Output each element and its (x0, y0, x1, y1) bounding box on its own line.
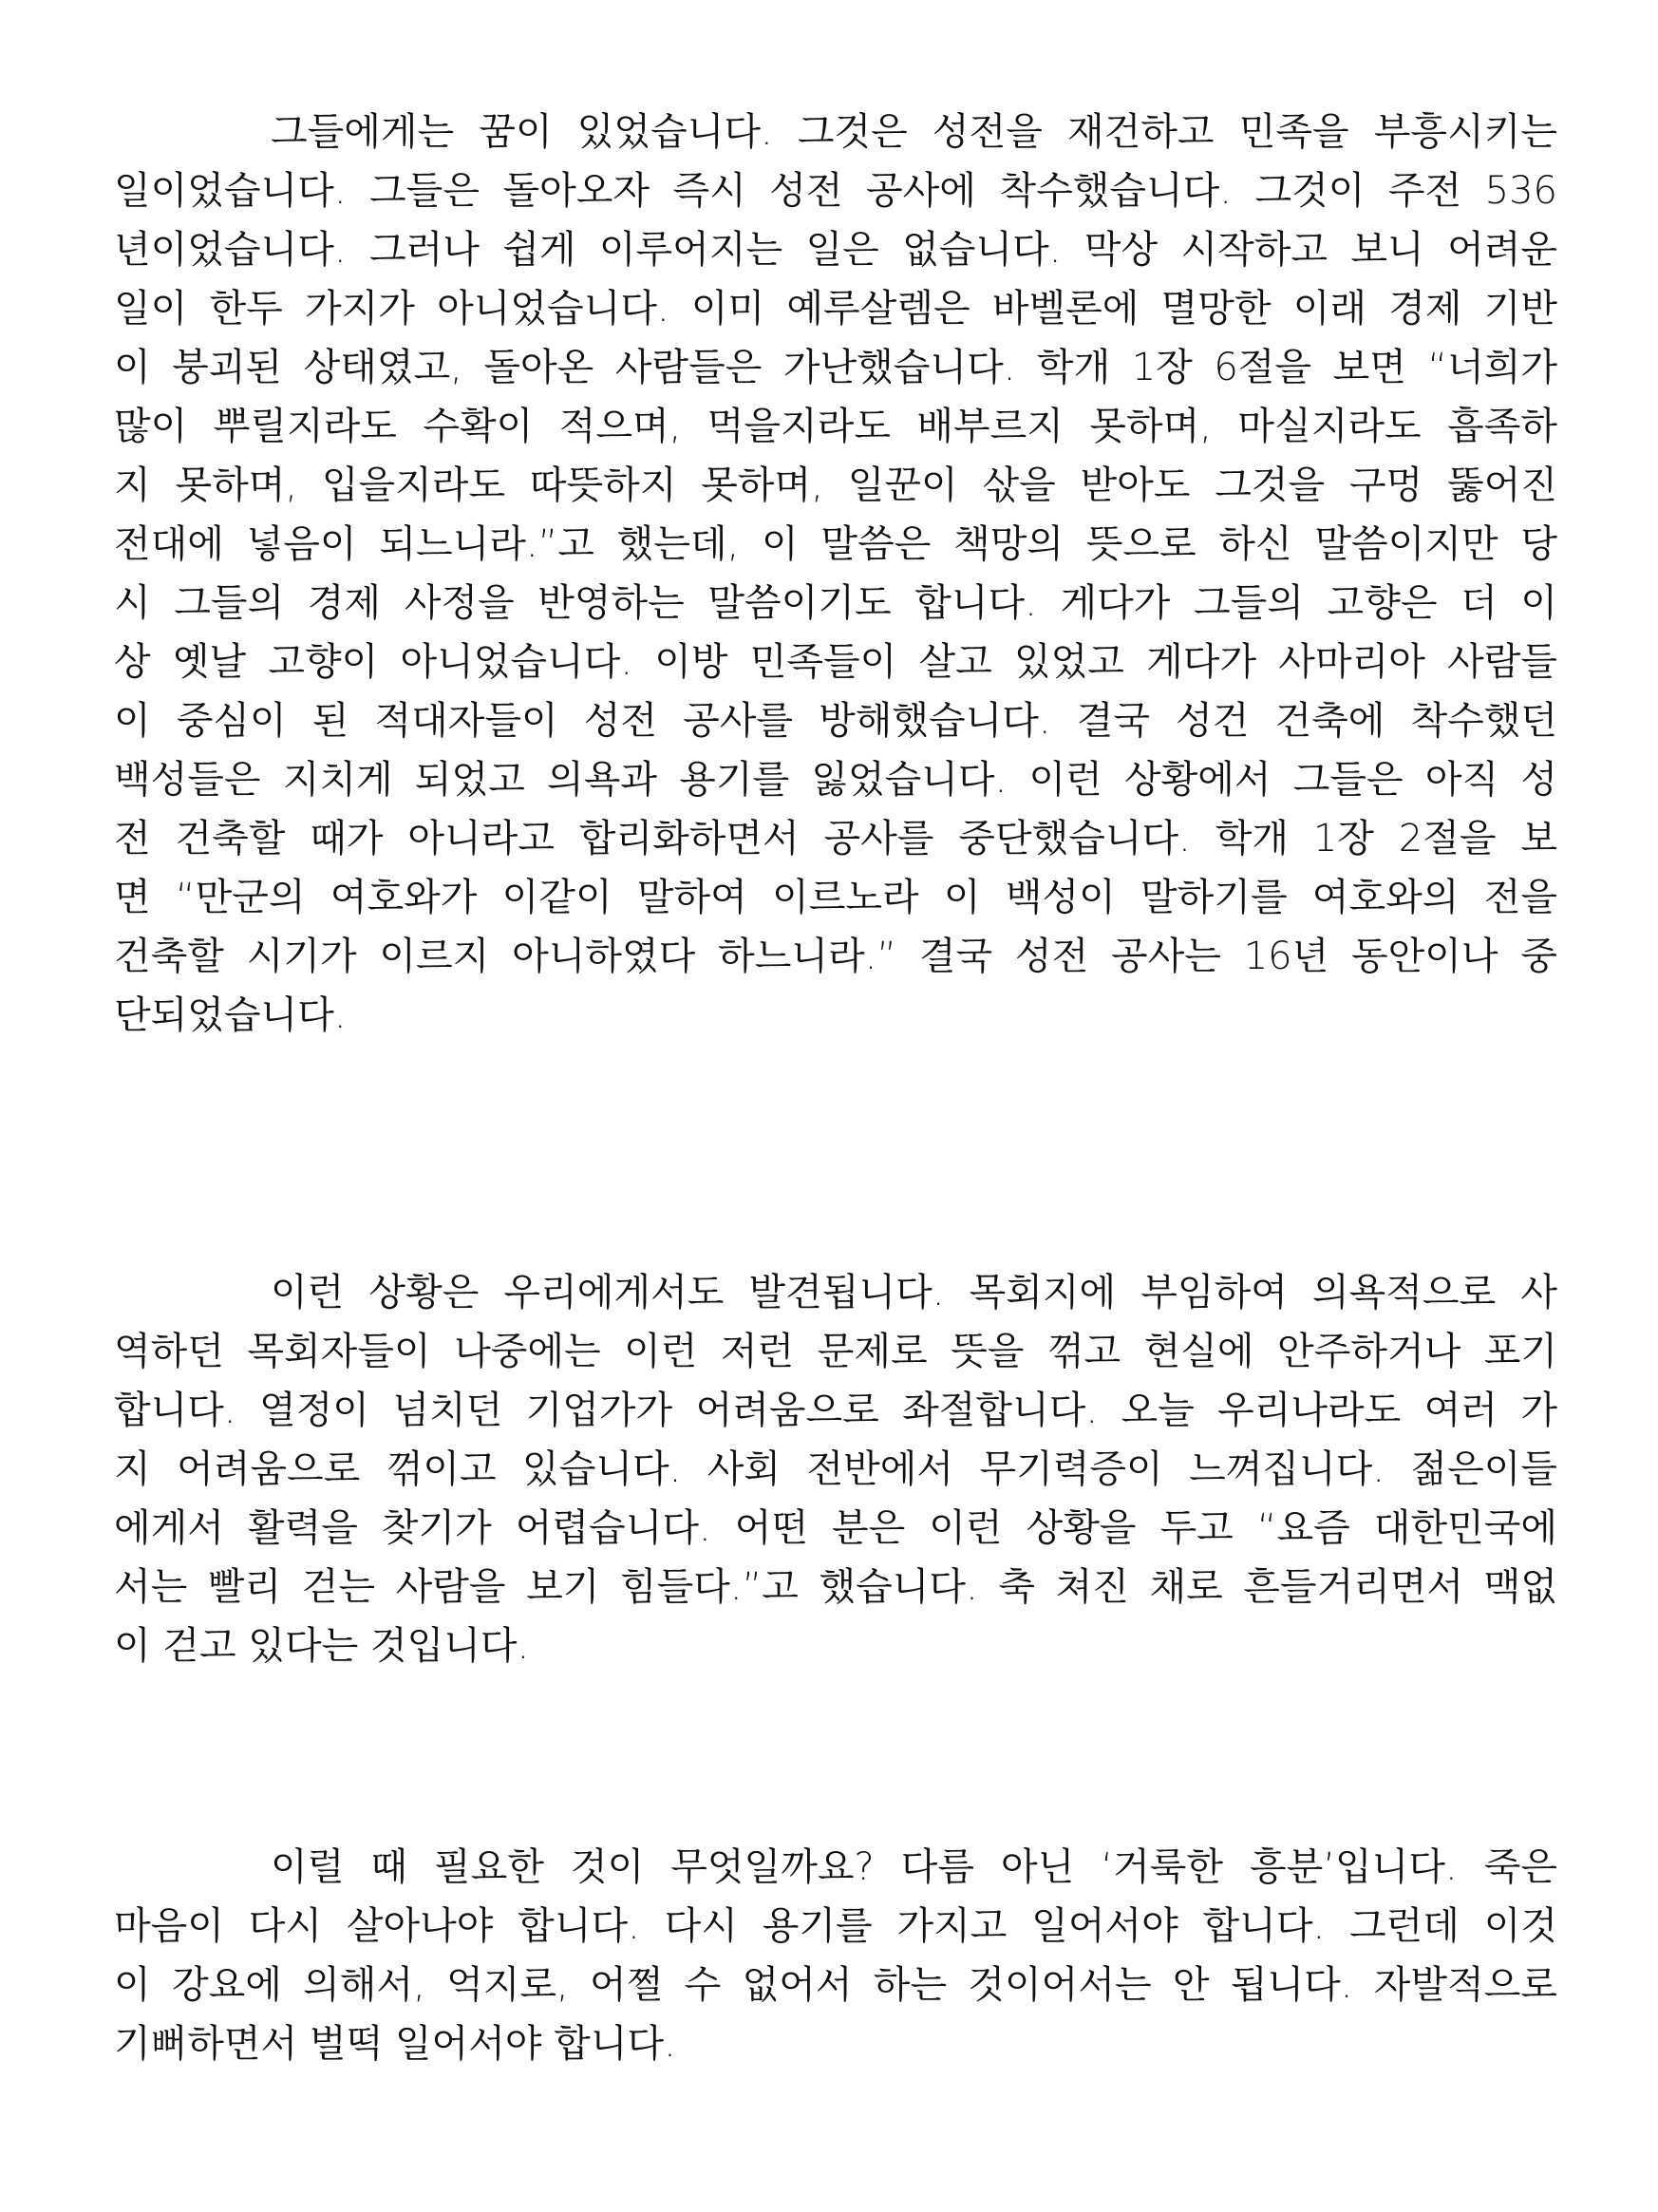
text-line: 지 못하며, 입을지라도 따뜻하지 못하며, 일꾼이 삯을 받아도 그것을 구멍 뚫어진 (114, 463, 1557, 507)
text-line: 면 “만군의 여호와가 이같이 말하여 이르노라 이 백성이 말하기를 여호와의 전을 (114, 876, 1557, 919)
text-line: 이럴 때 필요한 것이 무엇일까요? 다름 아닌 ‘거룩한 흥분’입니다. 죽은 (271, 1845, 1557, 1889)
text-line: 건축할 시기가 이르지 아니하였다 하느니라.” 결국 성전 공사는 16년 동안이나 중 (114, 935, 1557, 978)
paragraph-2 (114, 1263, 1557, 1675)
text-line: 그들에게는 꿈이 있었습니다. 그것은 성전을 재건하고 민족을 부흥시키는 (271, 110, 1557, 154)
paragraph-1 (114, 103, 1557, 1045)
text-line: 마음이 다시 살아나야 합니다. 다시 용기를 가지고 일어서야 합니다. 그런데 이것 (114, 1904, 1557, 1948)
text-line: 지 어려움으로 꺾이고 있습니다. 사회 전반에서 무기력증이 느껴집니다. 젊은이들 (114, 1447, 1557, 1491)
text-line: 전대에 넣음이 되느니라.”고 했는데, 이 말씀은 책망의 뜻으로 하신 말씀이지만 당 (114, 522, 1557, 566)
text-line: 역하던 목회자들이 나중에는 이런 저런 문제로 뜻을 꺾고 현실에 안주하거나 포기 (114, 1330, 1557, 1373)
text-line: 상 옛날 고향이 아니었습니다. 이방 민족들이 살고 있었고 게다가 사마리아 사람들 (114, 640, 1557, 684)
text-line: 이 강요에 의해서, 억지로, 어쩔 수 없어서 하는 것이어서는 안 됩니다. 자발적으로 (114, 1963, 1557, 2007)
text-line: 일이 한두 가지가 아니었습니다. 이미 예루살렘은 바벨론에 멸망한 이래 경제 기반 (114, 287, 1557, 331)
text-line: 이 걷고 있다는 것입니다. (114, 1624, 530, 1668)
text-line: 일이었습니다. 그들은 돌아오자 즉시 성전 공사에 착수했습니다. 그것이 주전 536 (114, 169, 1557, 213)
text-line: 이 붕괴된 상태였고, 돌아온 사람들은 가난했습니다. 학개 1장 6절을 보면 “너희가 (114, 346, 1557, 389)
text-line: 기뻐하면서 벌떡 일어서야 합니다. (114, 2022, 676, 2066)
text-line: 서는 빨리 걷는 사람을 보기 힘들다.”고 했습니다. 축 쳐진 채로 흔들거리면서 맥없 (114, 1565, 1557, 1609)
text-line: 이런 상황은 우리에게서도 발견됩니다. 목회지에 부임하여 의욕적으로 사 (271, 1271, 1557, 1314)
text-line: 이 중심이 된 적대자들이 성전 공사를 방해했습니다. 결국 성건 건축에 착수했던 (114, 699, 1557, 743)
text-line: 단되었습니다. (114, 993, 347, 1037)
text-line: 합니다. 열정이 넘치던 기업가가 어려움으로 좌절합니다. 오늘 우리나라도 여러 가 (114, 1389, 1557, 1432)
text-line: 에게서 활력을 찾기가 어렵습니다. 어떤 분은 이런 상황을 두고 “요즘 대한민국에 (114, 1506, 1557, 1550)
text-line: 전 건축할 때가 아니라고 합리화하면서 공사를 중단했습니다. 학개 1장 2절을 보 (114, 817, 1557, 860)
text-line: 많이 뿌릴지라도 수확이 적으며, 먹을지라도 배부르지 못하며, 마실지라도 흡족하 (114, 405, 1557, 448)
text-line: 백성들은 지치게 되었고 의욕과 용기를 잃었습니다. 이런 상황에서 그들은 아직 성 (114, 758, 1557, 802)
paragraph-3 (114, 1838, 1557, 2073)
text-line: 시 그들의 경제 사정을 반영하는 말씀이기도 합니다. 게다가 그들의 고향은 더 이 (114, 581, 1557, 625)
text-line: 년이었습니다. 그러나 쉽게 이루어지는 일은 없습니다. 막상 시작하고 보니 어려운 (114, 228, 1557, 272)
